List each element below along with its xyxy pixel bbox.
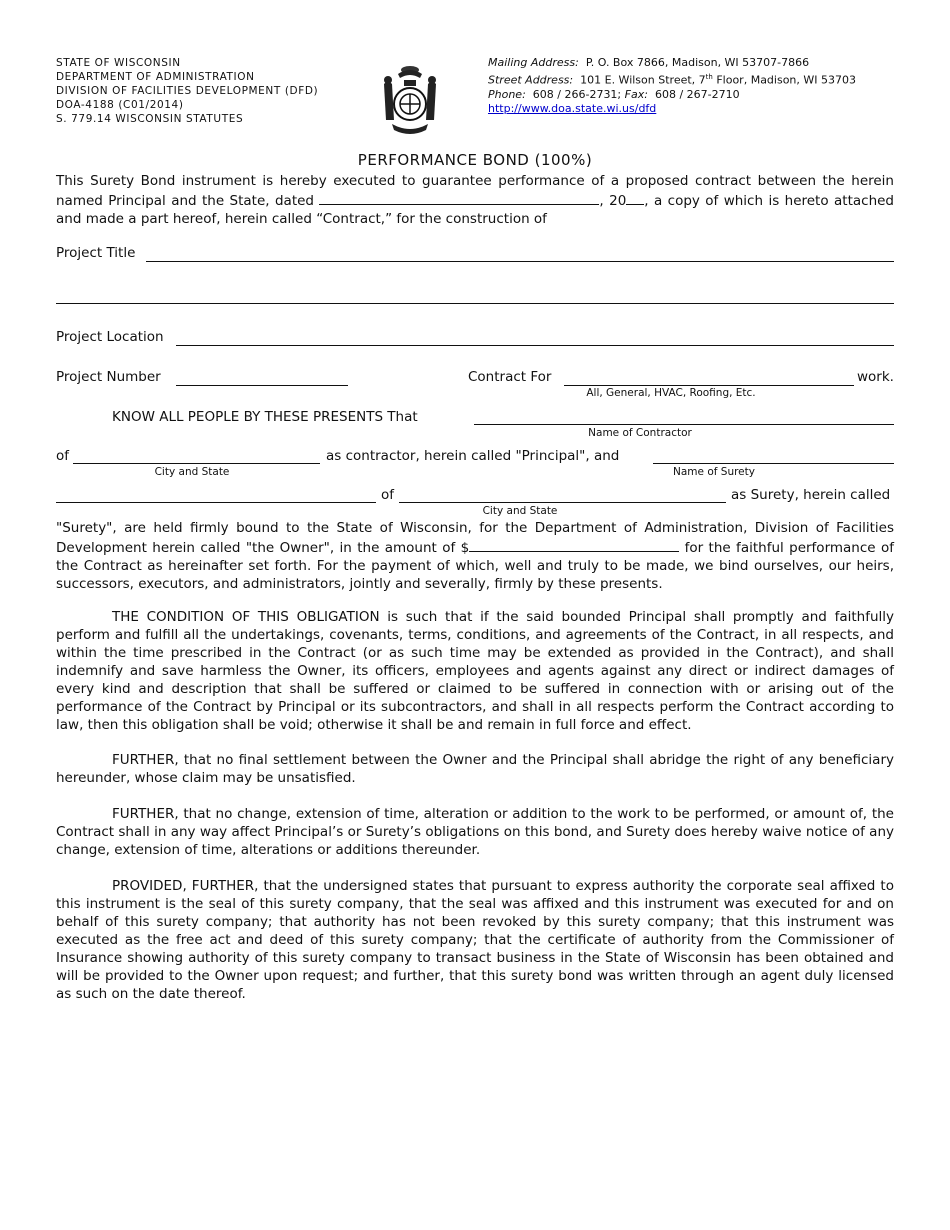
header-line: DIVISION OF FACILITIES DEVELOPMENT (DFD) bbox=[56, 85, 319, 97]
condition-paragraph: THE CONDITION OF THIS OBLIGATION is such that if the said bounded Principal shall promptly and faithfully perform and fulfill all the undertakings, covenants, terms, conditions, and agreements of the Contract, in all respects, and within the time prescribed in the Contract (or as such time may be extended as provided in the Contract), and shall indemnify and save harmless the Owner, its officers, employees and agents against any direct or indirect damages of every kind and description that shall be suffered or claimed to be suffered in connection with or arising out of the performance of the Contract by Principal or its subcontractors, and shall in all respects perform the Contract according to law, then this obligation shall be void; otherwise it shall be and remain in full force and effect. bbox=[56, 609, 894, 733]
surety-name-field[interactable] bbox=[653, 463, 894, 464]
of-label-2: of bbox=[381, 487, 395, 503]
surety-text: "Surety", are held firmly bound to the State of Wisconsin, for the Department of Administration, Division of Facilities Development herein called "the Owner", in the amount of $ bbox=[56, 520, 894, 556]
street-value-b: Floor, Madison, WI 53703 bbox=[712, 73, 857, 87]
street-address bbox=[488, 70, 856, 88]
project-location-label: Project Location bbox=[56, 329, 164, 345]
further-paragraph-1: FURTHER, that no final settlement between the Owner and the Principal shall abridge the right of any beneficiary hereunder, whose claim may be unsatisfied. bbox=[56, 752, 894, 786]
intro-paragraph bbox=[56, 172, 894, 228]
fax-value: 608 / 267-2710 bbox=[654, 87, 740, 101]
header-line: DEPARTMENT OF ADMINISTRATION bbox=[56, 71, 255, 83]
intro-text-end: , a copy of which is hereto attached and made a part hereof, herein called “Contract,” for the construction of bbox=[56, 193, 894, 227]
know-all-people-text: KNOW ALL PEOPLE BY THESE PRESENTS That bbox=[112, 409, 418, 425]
mailing-label: Mailing Address: bbox=[488, 56, 579, 69]
header-line: DOA-4188 (C01/2014) bbox=[56, 99, 184, 111]
project-title-field[interactable] bbox=[146, 261, 894, 262]
header-line: S. 779.14 WISCONSIN STATUTES bbox=[56, 113, 244, 125]
contractor-name-field[interactable] bbox=[474, 424, 894, 425]
agency-header bbox=[56, 56, 318, 126]
mailing-address bbox=[488, 56, 856, 70]
project-location-field[interactable] bbox=[176, 345, 894, 346]
contract-for-label: Contract For bbox=[468, 369, 552, 385]
bond-amount-field[interactable] bbox=[469, 537, 679, 552]
as-contractor-text: as contractor, herein called "Principal", and bbox=[326, 448, 620, 464]
street-label: Street Address: bbox=[488, 73, 574, 87]
fax-label: Fax: bbox=[624, 87, 648, 101]
header-line: STATE OF WISCONSIN bbox=[56, 57, 181, 69]
contractor-city-caption: City and State bbox=[154, 466, 230, 478]
project-number-field[interactable] bbox=[176, 385, 348, 386]
phone-label: Phone: bbox=[488, 87, 526, 101]
contract-year-field[interactable] bbox=[626, 190, 644, 205]
street-sup: th bbox=[705, 73, 713, 81]
state-seal-icon bbox=[378, 60, 442, 138]
surety-city-caption: City and State bbox=[482, 505, 558, 517]
phone-value: 608 / 266-2731; bbox=[532, 87, 622, 101]
mailing-value: P. O. Box 7866, Madison, WI 53707-7866 bbox=[585, 56, 810, 69]
intro-year-prefix: , 20 bbox=[599, 193, 627, 209]
project-number-label: Project Number bbox=[56, 369, 161, 385]
work-label: work. bbox=[857, 369, 894, 385]
as-surety-text: as Surety, herein called bbox=[731, 487, 891, 503]
contract-date-field[interactable] bbox=[319, 190, 599, 205]
contractor-city-state-field[interactable] bbox=[73, 463, 320, 464]
dfd-website-link[interactable]: http://www.doa.state.wi.us/dfd bbox=[488, 101, 657, 115]
project-title-field-line2[interactable] bbox=[56, 303, 894, 304]
intro-text: This Surety Bond instrument is hereby executed to guarantee performance of a proposed contract between the herein named Principal and the State, dated bbox=[56, 173, 894, 209]
phone-fax bbox=[488, 88, 856, 102]
contractor-name-caption: Name of Contractor bbox=[588, 427, 692, 439]
surety-paragraph bbox=[56, 519, 894, 593]
contract-for-hint: All, General, HVAC, Roofing, Etc. bbox=[586, 387, 756, 399]
street-value: 101 E. Wilson Street, 7 bbox=[580, 73, 706, 87]
of-label: of bbox=[56, 448, 70, 464]
surety-city-state-field[interactable] bbox=[399, 502, 726, 503]
contract-for-field[interactable] bbox=[564, 385, 854, 386]
project-title-label: Project Title bbox=[56, 245, 136, 261]
surety-name-caption: Name of Surety bbox=[673, 466, 755, 478]
surety-text-end: for the faithful performance of the Contract as hereinafter set forth. For the payment of which, well and truly to be made, we bind ourselves, our heirs, successors, executors, and administrators, jointly and severally, firmly by these presents. bbox=[56, 540, 894, 592]
provided-further-paragraph: PROVIDED, FURTHER, that the undersigned states that pursuant to express authority the corporate seal affixed to this instrument is the seal of this surety company, that the seal was affixed and this instrument was executed for and on behalf of this surety company; that authority has not been revoked by this surety company; that this instrument was executed as the free act and deed of this surety company; that the certificate of authority from the Commissioner of Insurance showing authority of this surety company to transact business in the State of Wisconsin has been obtained and will be provided to the Owner upon request; and further, that this surety bond was written through an agent duly licensed as such on the date thereof. bbox=[56, 878, 894, 1002]
contact-block bbox=[488, 56, 856, 116]
document-title: PERFORMANCE BOND (100%) bbox=[357, 151, 593, 169]
further-paragraph-2: FURTHER, that no change, extension of time, alteration or addition to the work to be performed, or amount of, the Contract shall in any way affect Principal’s or Surety’s obligations on this bond, and Surety does hereby waive notice of any change, extension of time, alterations or additions thereunder. bbox=[56, 806, 894, 858]
surety-line-field[interactable] bbox=[56, 502, 376, 503]
